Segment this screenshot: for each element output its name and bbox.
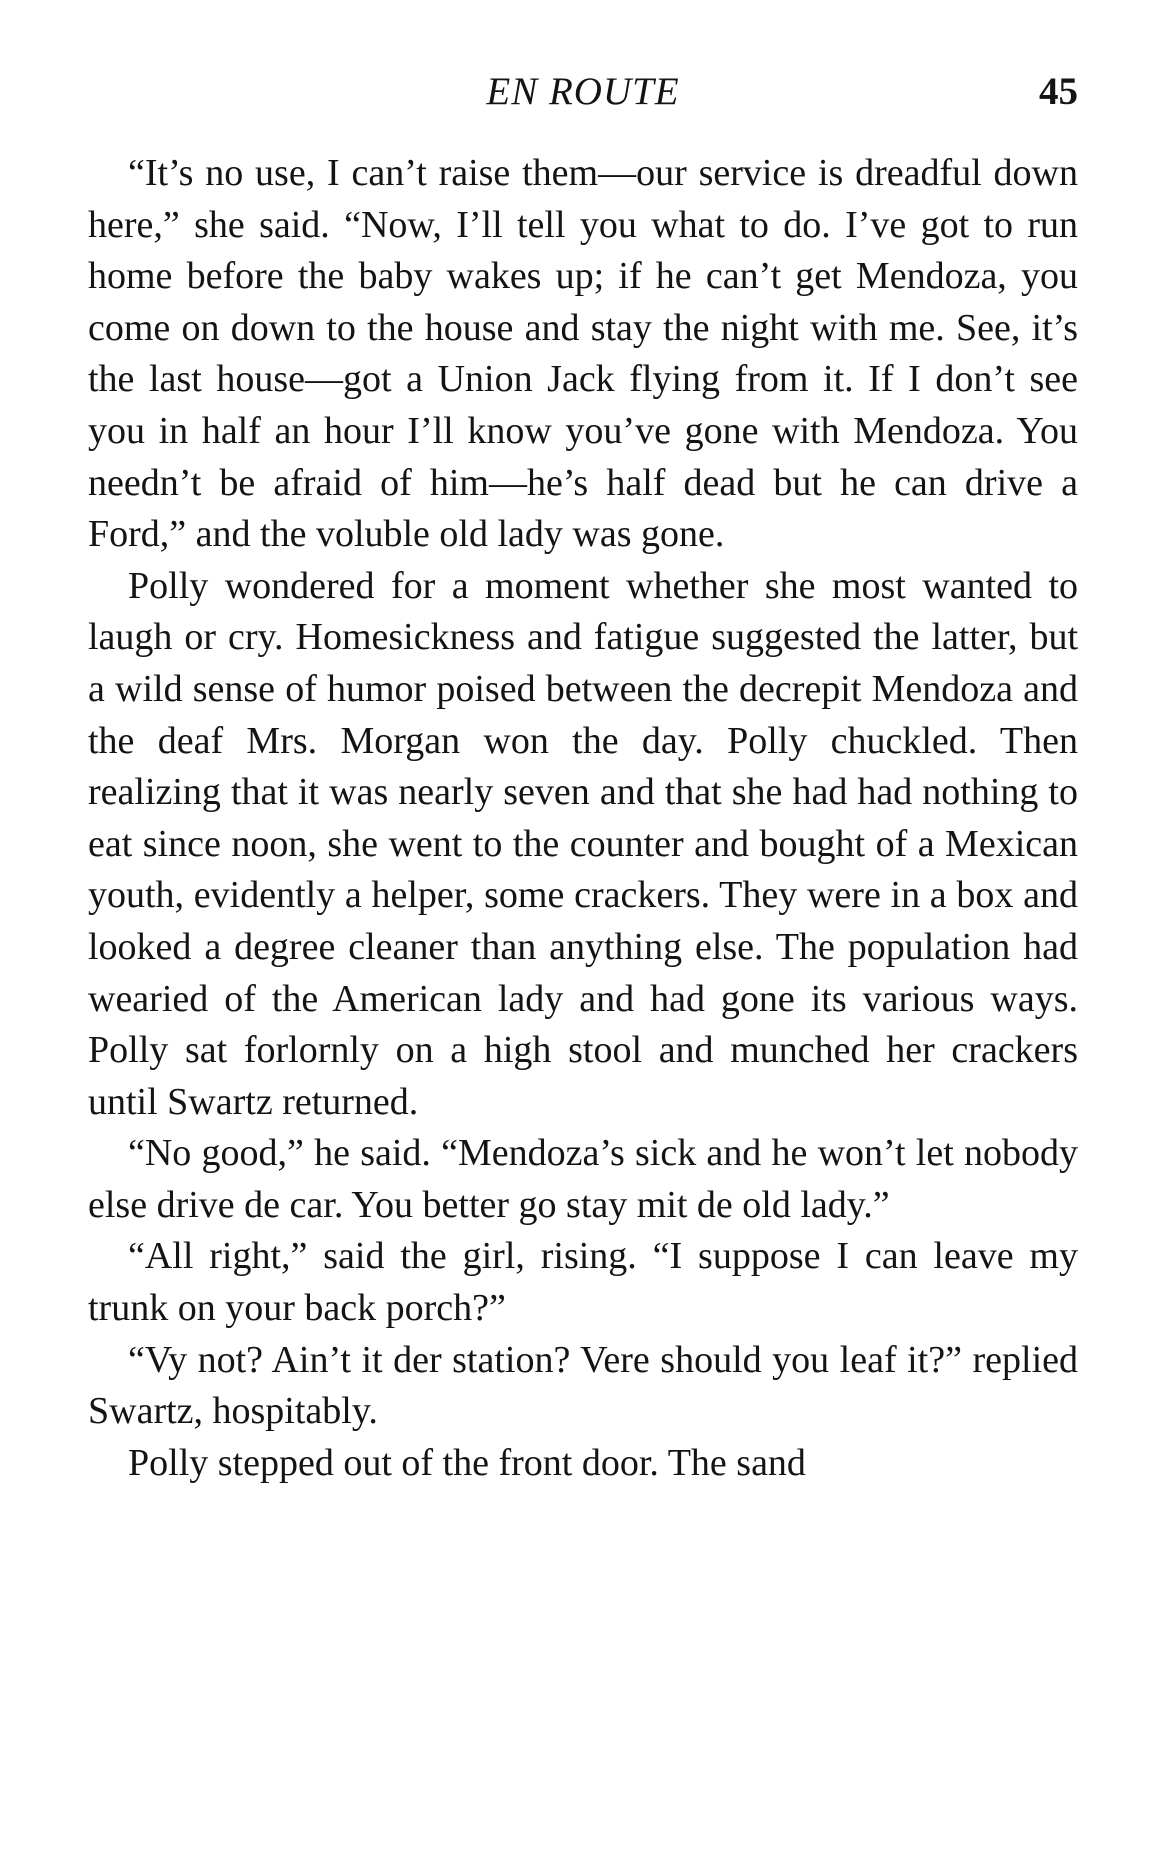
paragraph: “No good,” he said. “Mendoza’s sick and he won’t let nobody else drive de car. You better go stay mit de old lady.” xyxy=(88,1132,1078,1226)
running-head xyxy=(88,62,1078,122)
paragraph: Polly wondered for a moment whether she most wanted to laugh or cry. Homesickness and fatigue suggested the latter, but a wild sense of humor poised between the decrepit Mendoza and the deaf Mrs. Morgan won the day. Polly chuckled. Then realizing that it was nearly seven and that she had had nothing to eat since noon, she went to the counter and bought of a Mexican youth, evidently a helper, some crackers. They were in a box and looked a degree cleaner than anything else. The population had wearied of the American lady and had gone its various ways. Polly sat forlornly on a high stool and munched her crackers until Swartz returned. xyxy=(88,564,1078,1123)
body-text xyxy=(88,148,1078,1489)
paragraph: “Vy not? Ain’t it der station? Vere should you leaf it?” replied Swartz, hospitably. xyxy=(88,1338,1078,1433)
running-title: EN ROUTE xyxy=(486,70,680,113)
paragraph: Polly stepped out of the front door. The sand xyxy=(128,1441,806,1484)
paragraph: “All right,” said the girl, rising. “I suppose I can leave my trunk on your back porch?” xyxy=(88,1235,1078,1330)
paragraph: “It’s no use, I can’t raise them—our service is dreadful down here,” she said. “Now, I’ll tell you what to do. I’ve got to run home before the baby wakes up; if he can’t get Mendoza, you come on down to the house and stay the night with me. See, it’s the last house—got a Union Jack flying from it. If I don’t see you in half an hour I’ll know you’ve gone with Mendoza. You needn’t be afraid of him—he’s half dead but he can drive a Ford,” and the voluble old lady was gone. xyxy=(88,152,1078,556)
page-number: 45 xyxy=(1039,70,1078,113)
